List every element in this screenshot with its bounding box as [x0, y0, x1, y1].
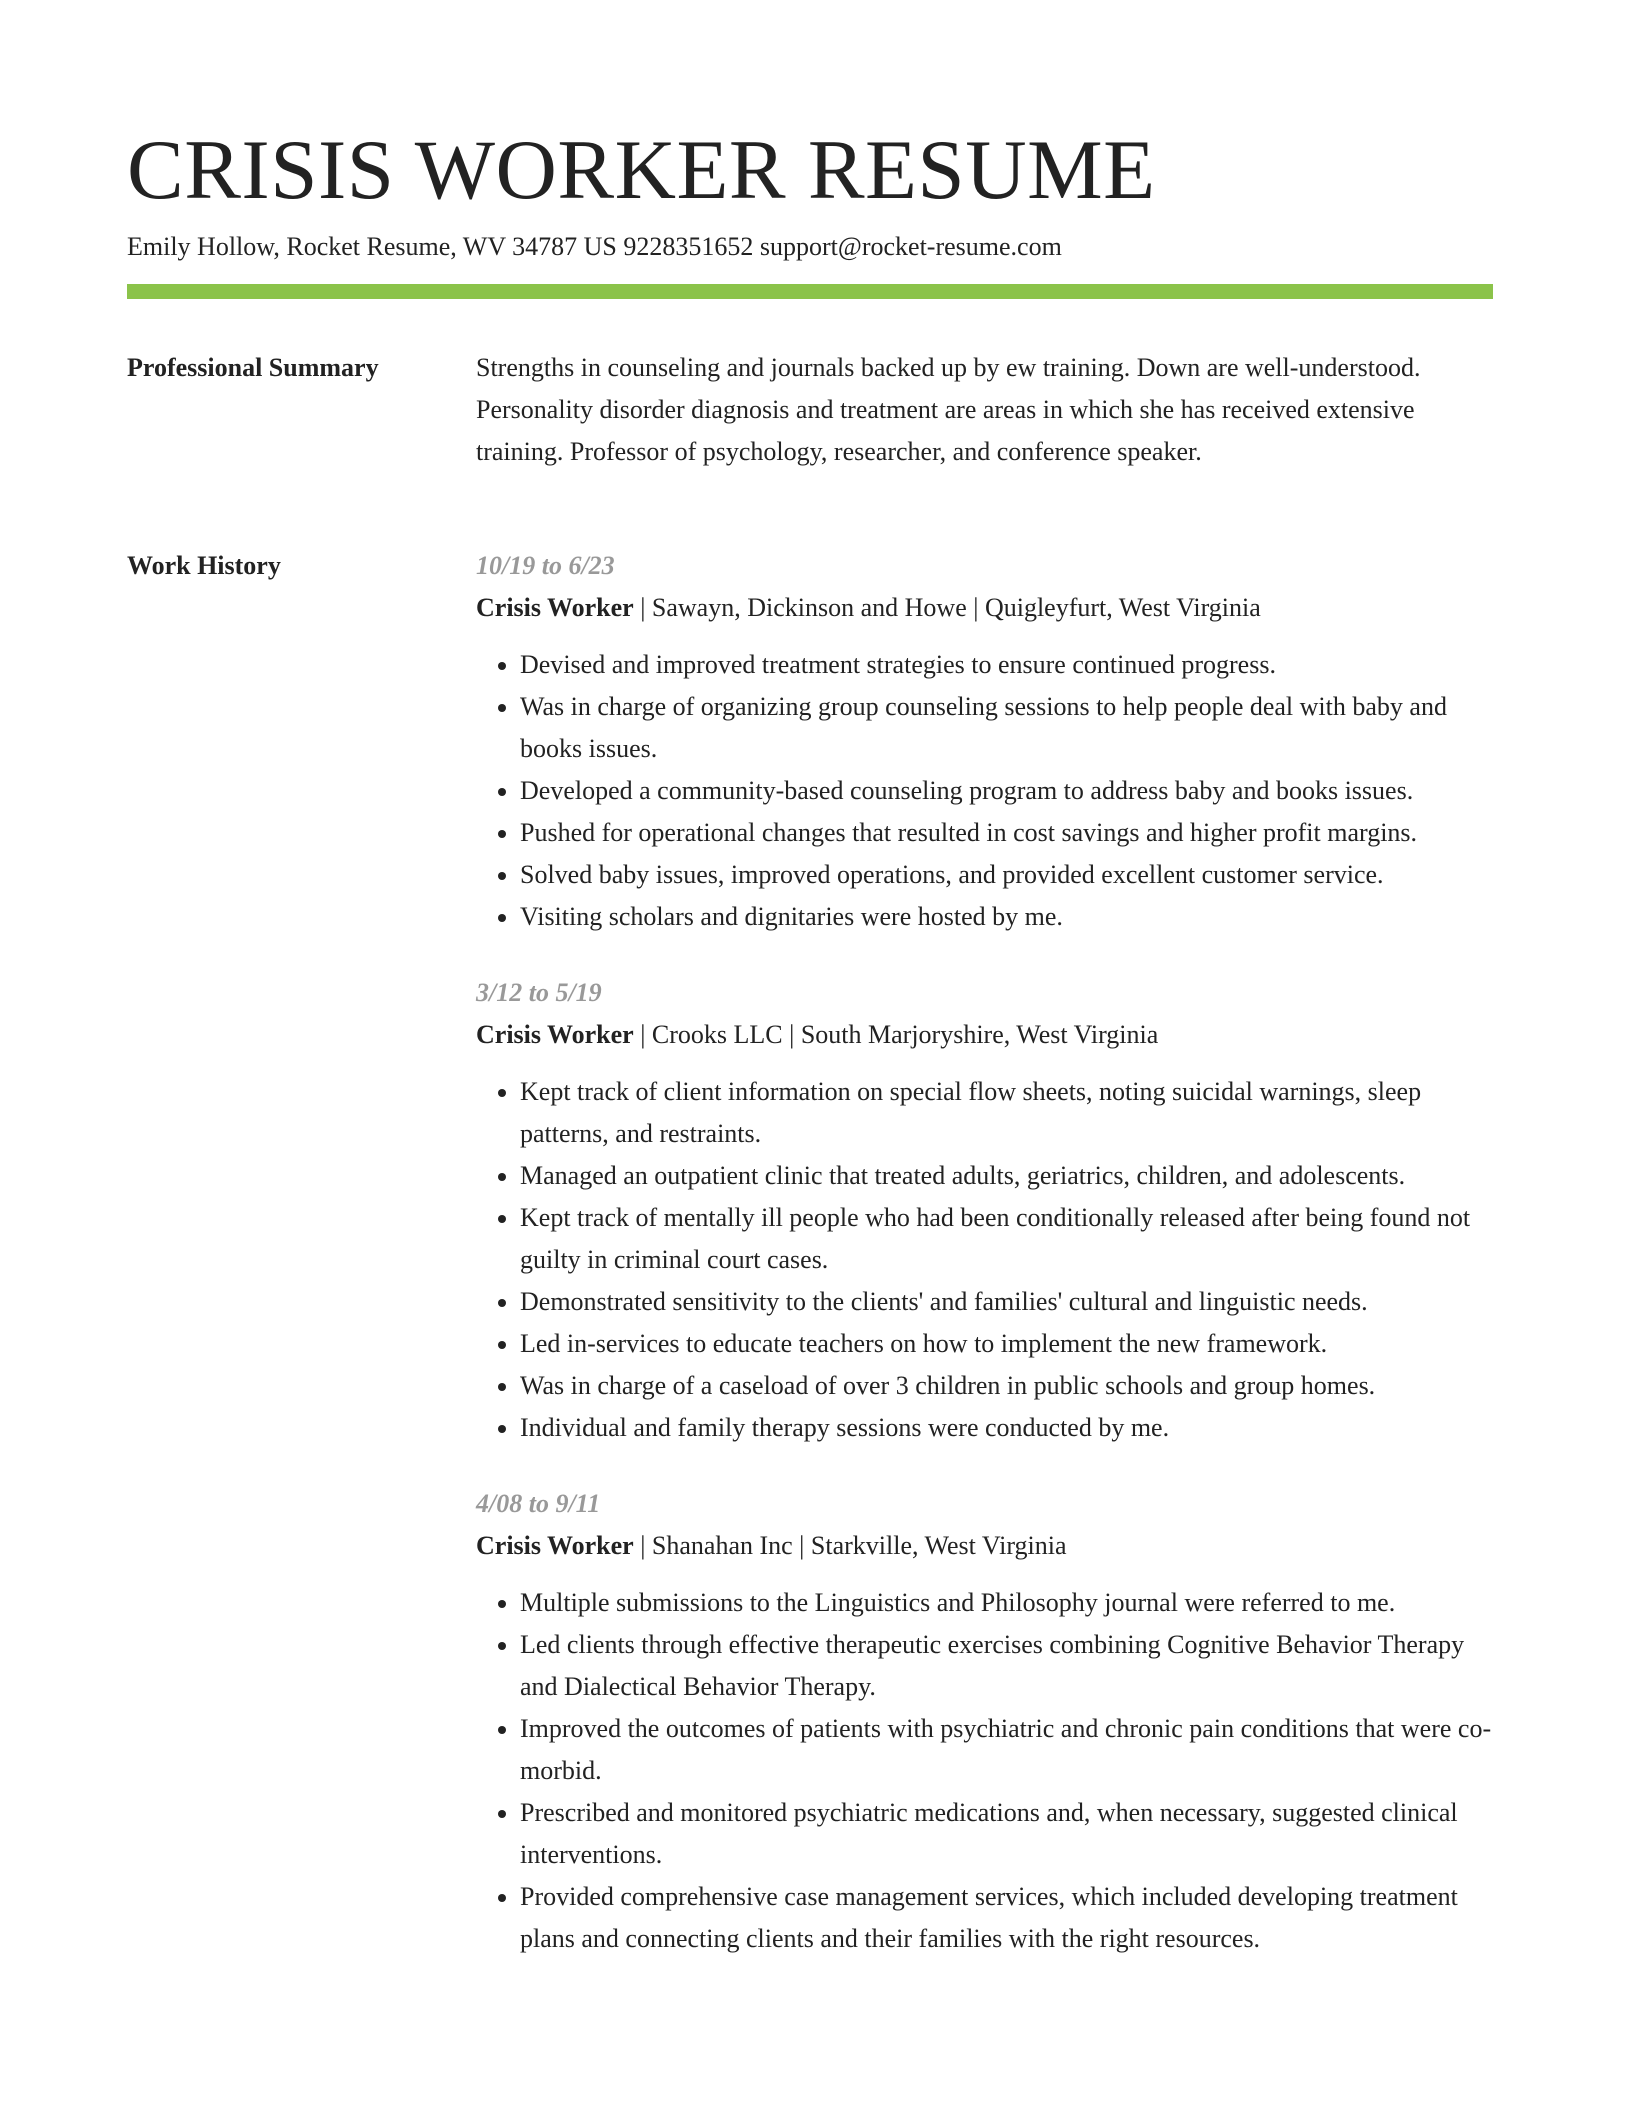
section-label-work-history: Work History [127, 551, 281, 580]
job-entry [476, 972, 1493, 1449]
job-dates: 3/12 to 5/19 [476, 978, 602, 1007]
job-bullet: • Improved the outcomes of patients with psychiatric and chronic pain conditions that were co-morbid. [520, 1708, 1493, 1792]
job-bullet: • Pushed for operational changes that resulted in cost savings and higher profit margins. [520, 812, 1493, 854]
summary-body [476, 347, 1493, 473]
job-dates: 4/08 to 9/11 [476, 1489, 601, 1518]
job-bullet: • Provided comprehensive case management services, which included developing treatment plans and connecting clients and their families with the right resources. [520, 1876, 1493, 1960]
summary-text: Strengths in counseling and journals backed up by ew training. Down are well-understood. Personality disorder diagnosis and treatment are areas in which she has received extensive training. Professor of psychology, researcher, and conference speaker. [476, 353, 1421, 466]
work-history-list [476, 545, 1493, 1994]
job-heading [476, 1014, 1493, 1056]
job-title: Crisis Worker [476, 1531, 634, 1560]
job-company-location: Sawayn, Dickinson and Howe | Quigleyfurt, West Virginia [651, 593, 1261, 622]
job-heading [476, 1525, 1493, 1567]
job-bullet: • Solved baby issues, improved operations, and provided excellent customer service. [520, 854, 1493, 896]
job-bullet: • Kept track of mentally ill people who had been conditionally released after being found not guilty in criminal court cases. [520, 1197, 1493, 1281]
job-bullet: • Prescribed and monitored psychiatric medications and, when necessary, suggested clinical interventions. [520, 1792, 1493, 1876]
job-bullet: • Demonstrated sensitivity to the clients' and families' cultural and linguistic needs. [520, 1281, 1493, 1323]
job-bullet: • Led in-services to educate teachers on how to implement the new framework. [520, 1323, 1493, 1365]
job-bullet: • Multiple submissions to the Linguistics and Philosophy journal were referred to me. [520, 1582, 1493, 1624]
job-bullet: • Kept track of client information on special flow sheets, noting suicidal warnings, sleep patterns, and restraints. [520, 1071, 1493, 1155]
header-divider [127, 284, 1493, 299]
job-entry [476, 1483, 1493, 1960]
job-bullet: • Managed an outpatient clinic that treated adults, geriatrics, children, and adolescents. [520, 1155, 1493, 1197]
job-bullet: • Individual and family therapy sessions were conducted by me. [520, 1407, 1493, 1449]
resume-title: CRISIS WORKER RESUME [127, 123, 1156, 217]
job-bullet-list [476, 1071, 1493, 1449]
job-bullet: • Developed a community-based counseling program to address baby and books issues. [520, 770, 1493, 812]
job-bullet-list [476, 644, 1493, 938]
job-entry [476, 545, 1493, 938]
job-title: Crisis Worker [476, 1020, 634, 1049]
job-company-location: Shanahan Inc | Starkville, West Virginia [651, 1531, 1067, 1560]
job-separator: | [633, 1020, 652, 1049]
job-separator: | [633, 1531, 652, 1560]
contact-info: Emily Hollow, Rocket Resume, WV 34787 US 9228351652 support@rocket-resume.com [127, 232, 1062, 261]
job-bullet: • Was in charge of organizing group counseling sessions to help people deal with baby and books issues. [520, 686, 1493, 770]
job-title: Crisis Worker [476, 593, 634, 622]
job-company-location: Crooks LLC | South Marjoryshire, West Virginia [651, 1020, 1159, 1049]
job-bullet: • Devised and improved treatment strategies to ensure continued progress. [520, 644, 1493, 686]
section-label-professional-summary: Professional Summary [127, 353, 379, 382]
job-bullet: • Visiting scholars and dignitaries were hosted by me. [520, 896, 1493, 938]
job-dates: 10/19 to 6/23 [476, 551, 615, 580]
job-heading [476, 587, 1493, 629]
job-bullet: • Was in charge of a caseload of over 3 children in public schools and group homes. [520, 1365, 1493, 1407]
job-bullet-list [476, 1582, 1493, 1960]
job-bullet: • Led clients through effective therapeutic exercises combining Cognitive Behavior Therapy and Dialectical Behavior Therapy. [520, 1624, 1493, 1708]
job-separator: | [633, 593, 652, 622]
